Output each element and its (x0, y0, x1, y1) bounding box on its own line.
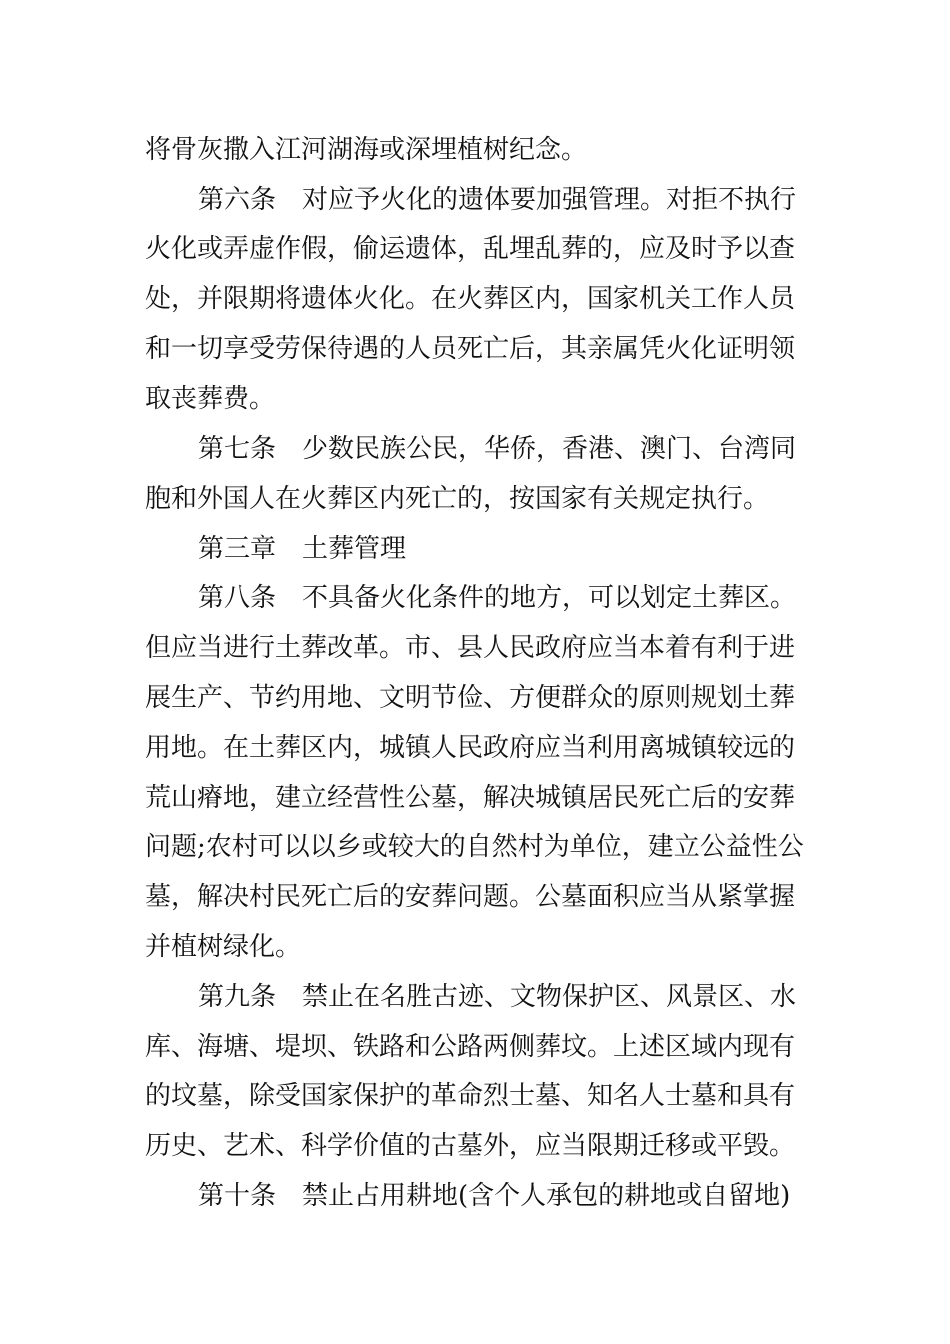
text-line: 问题;农村可以以乡或较大的自然村为单位，建立公益性公 (145, 832, 804, 862)
text-line: 和一切享受劳保待遇的人员死亡后，其亲属凭火化证明领 (145, 334, 796, 364)
article-8-heading-line: 第八条 不具备火化条件的地方，可以划定土葬区。 (198, 583, 797, 613)
chapter-3-heading: 第三章 土葬管理 (198, 534, 407, 564)
text-line: 并植树绿化。 (145, 932, 302, 962)
text-line: 取丧葬费。 (145, 384, 276, 414)
article-6-heading-line: 第六条 对应予火化的遗体要加强管理。对拒不执行 (198, 185, 797, 215)
text-line: 历史、艺术、科学价值的古墓外，应当限期迁移或平毁。 (145, 1131, 796, 1161)
text-line: 用地。在土葬区内，城镇人民政府应当利用离城镇较远的 (145, 733, 796, 763)
text-line: 的坟墓，除受国家保护的革命烈士墓、知名人士墓和具有 (145, 1081, 796, 1111)
text-line: 荒山瘠地，建立经营性公墓，解决城镇居民死亡后的安葬 (145, 783, 796, 813)
article-7-heading-line: 第七条 少数民族公民，华侨，香港、澳门、台湾同 (198, 434, 797, 464)
article-10-heading-line: 第十条 禁止占用耕地(含个人承包的耕地或自留地) (198, 1181, 791, 1211)
text-line: 胞和外国人在火葬区内死亡的，按国家有关规定执行。 (145, 484, 770, 514)
text-line: 展生产、节约用地、文明节俭、方便群众的原则规划土葬 (145, 683, 796, 713)
text-line: 库、海塘、堤坝、铁路和公路两侧葬坟。上述区域内现有 (145, 1032, 796, 1062)
article-9-heading-line: 第九条 禁止在名胜古迹、文物保护区、风景区、水 (198, 982, 797, 1012)
text-line: 处，并限期将遗体火化。在火葬区内，国家机关工作人员 (145, 284, 796, 314)
text-line: 将骨灰撒入江河湖海或深埋植树纪念。 (145, 135, 588, 165)
text-line: 墓，解决村民死亡后的安葬问题。公墓面积应当从紧掌握 (145, 882, 796, 912)
text-line: 火化或弄虚作假，偷运遗体，乱埋乱葬的，应及时予以查 (145, 234, 796, 264)
text-line: 但应当进行土葬改革。市、县人民政府应当本着有利于进 (145, 633, 796, 663)
